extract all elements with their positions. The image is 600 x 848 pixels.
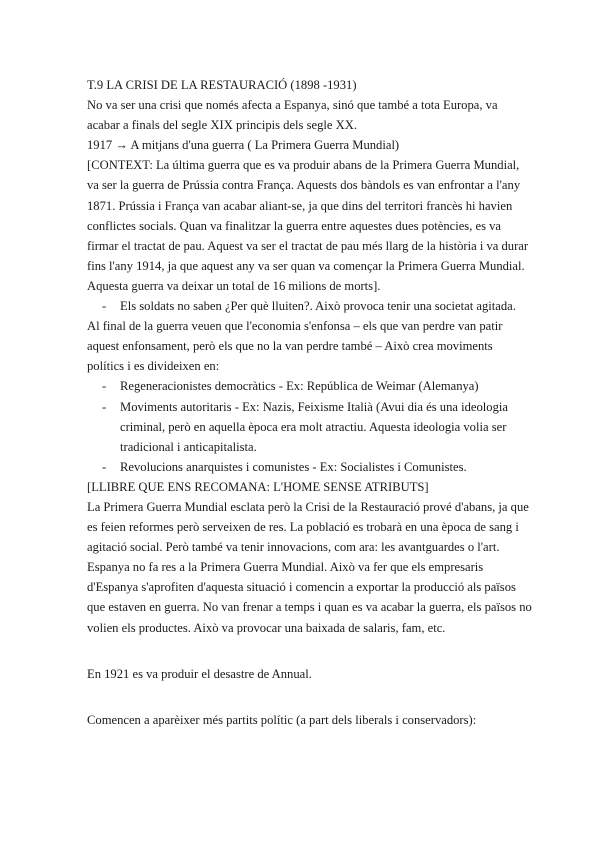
spacer [87,638,528,664]
document-title: T.9 LA CRISI DE LA RESTAURACIÓ (1898 -1931) [87,78,357,92]
bullet-dash: - [102,399,107,414]
context-line-5: firmar el tractat de pau. Aquest va ser el tractat de pau més llarg de la història i va durar [87,238,529,253]
heading-1917: 1917 → A mitjans d'una guerra ( La Primera Guerra Mundial) [87,138,400,153]
context-line-4: conflictes socials. Quan va finalitzar la guerra entre aquestes dues potències, es va [87,218,502,233]
context-line-7: Aquesta guerra va deixar un total de 16 milions de morts]. [87,278,381,293]
intro-line-1: No va ser una crisi que només afecta a Espanya, sinó que també a tota Europa, va [87,98,498,113]
movement-continuation: tradicional i anticapitalista. [120,439,257,454]
bullet-revolucions [87,457,528,477]
end-war-line-1: Al final de la guerra veuen que l'economia s'enfonsa – els que van perdre van patir [87,319,503,334]
movement-continuation: criminal, però en aquella època era molt atractiu. Aquesta ideologia volia ser [120,419,507,434]
book-reference: [LLIBRE QUE ENS RECOMANA: L'HOME SENSE ATRIBUTS] [87,479,429,494]
movement-text: Regeneracionistes democràtics - Ex: República de Weimar (Alemanya) [120,379,479,394]
intro-line-2: acabar a finals del segle XIX principis dels segle XX. [87,118,357,133]
spain-line-5: d'Espanya s'aprofiten d'aquesta situació i comencin a exportar la producció als països [87,580,516,595]
bullet-dash: - [102,299,107,314]
context-line-2: va ser la guerra de Prússia contra França. Aquests dos bàndols es van enfrontar a l'any [87,178,521,193]
annual-line: En 1921 es va produir el desastre de Annual. [87,666,312,681]
bullet-dash: - [102,459,107,474]
movement-text: Moviments autoritaris - Ex: Nazis, Feixisme Italià (Avui dia és una ideologia [120,399,508,414]
bullet-regeneracionistes [87,376,528,396]
bullet-soldiers-text: Els soldats no saben ¿Per què lluiten?. Això provoca tenir una societat agitada. [120,299,516,314]
bullet-autoritaris [87,397,528,417]
context-line-1: [CONTEXT: La última guerra que es va produir abans de la Primera Guerra Mundial, [87,158,520,173]
movement-text: Revolucions anarquistes i comunistes - Ex: Socialistes i Comunistes. [120,459,467,474]
bullet-dash: - [102,379,107,394]
context-line-6: fins l'any 1914, ja que aquest any va ser quan va començar la Primera Guerra Mundial. [87,258,525,273]
end-war-line-2: aquest enfonsament, però els que no la van perdre també – Això crea moviments [87,339,493,354]
context-line-3: 1871. Prússia i França van acabar aliant-se, ja que dins del territori francès hi havien [87,198,513,213]
bullet-soldiers [87,296,528,316]
spain-line-2: es feien reformes però serveixen de res. La població es trobarà en una època de sang i [87,520,519,535]
spain-line-6: que estaven en guerra. No van frenar a temps i quan es va acabar la guerra, els països no [87,600,532,615]
spacer [87,684,528,710]
end-war-line-3: polítics i es divideixen en: [87,359,220,374]
spain-line-4: Espanya no fa res a la Primera Guerra Mundial. Això va fer que els empresaris [87,560,484,575]
spain-line-3: agitació social. Però també va tenir innovacions, com ara: les avantguardes o l'art. [87,540,500,555]
spain-line-7: volien els productes. Això va provocar una baixada de salaris, fam, etc. [87,620,446,635]
spain-line-1: La Primera Guerra Mundial esclata però la Crisi de la Restauració prové d'abans, ja que [87,499,529,514]
parties-line: Comencen a aparèixer més partits polític (a part dels liberals i conservadors): [87,712,477,727]
